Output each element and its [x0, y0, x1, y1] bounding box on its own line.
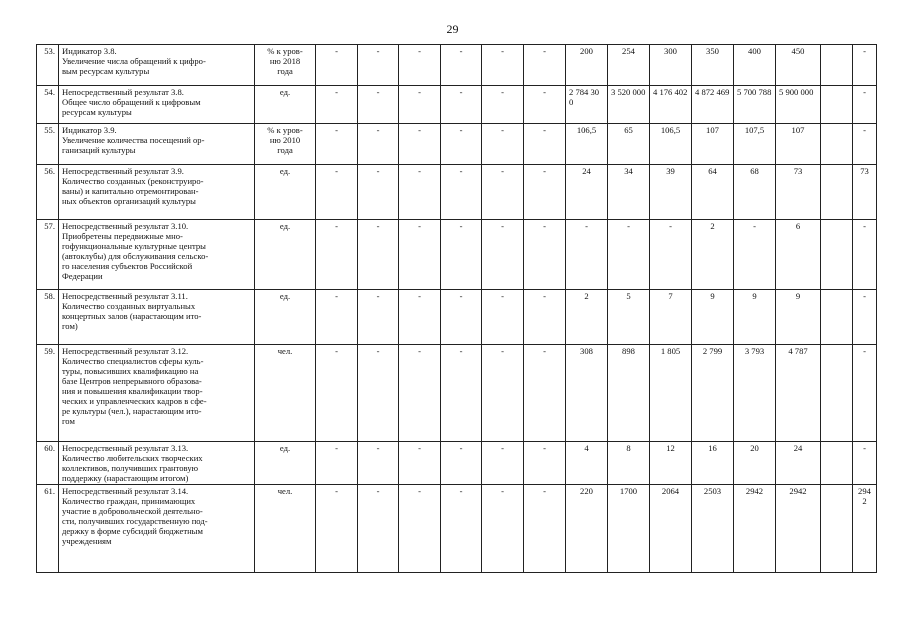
row-name-line: ваны) и капитально отремонтирован-	[62, 186, 199, 196]
row-value: 6	[776, 220, 821, 290]
row-value: -	[316, 165, 358, 220]
row-value: -	[482, 220, 524, 290]
row-value-extra	[821, 290, 853, 345]
row-name-line: туры, повысивших квалификацию на	[62, 366, 199, 376]
row-name	[59, 220, 255, 290]
row-value: -	[358, 86, 399, 124]
row-unit-line: года	[277, 145, 293, 155]
row-value: -	[482, 442, 524, 485]
row-unit	[255, 485, 316, 573]
row-value-extra	[821, 485, 853, 573]
row-name-line: Индикатор 3.8.	[62, 46, 117, 56]
row-value: 2942	[734, 485, 776, 573]
row-value: -	[316, 485, 358, 573]
row-value: 1700	[608, 485, 650, 573]
row-value: -	[524, 165, 566, 220]
row-value: 4	[566, 442, 608, 485]
row-value: 8	[608, 442, 650, 485]
row-value: -	[482, 45, 524, 86]
row-value: 2064	[650, 485, 692, 573]
table-row	[37, 442, 877, 485]
row-value-extra	[821, 45, 853, 86]
row-value: 5 700 788	[734, 86, 776, 124]
row-value: 106,5	[650, 124, 692, 165]
row-value: -	[482, 345, 524, 442]
row-value: -	[524, 220, 566, 290]
indicator-table	[36, 44, 877, 573]
row-name-line: Увеличение числа обращений к цифро-	[62, 56, 206, 66]
row-value: -	[316, 442, 358, 485]
row-value: 34	[608, 165, 650, 220]
table-row	[37, 124, 877, 165]
row-value: -	[358, 45, 399, 86]
row-value: -	[853, 220, 877, 290]
row-value: -	[441, 165, 482, 220]
row-unit	[255, 124, 316, 165]
row-value: 898	[608, 345, 650, 442]
table-row	[37, 485, 877, 573]
row-name-line: Непосредственный результат 3.13.	[62, 443, 189, 453]
row-value: -	[524, 124, 566, 165]
row-value: -	[316, 220, 358, 290]
table-row	[37, 45, 877, 86]
row-name	[59, 45, 255, 86]
row-value: -	[482, 124, 524, 165]
row-value: 200	[566, 45, 608, 86]
row-unit	[255, 220, 316, 290]
row-unit-line: чел.	[277, 346, 293, 356]
row-value: 450	[776, 45, 821, 86]
row-unit-line: года	[277, 66, 293, 76]
row-name-line: гофункциональные культурные центры	[62, 241, 206, 251]
row-unit	[255, 442, 316, 485]
row-value: -	[358, 165, 399, 220]
row-unit-line: ню 2018	[269, 56, 301, 66]
page-number: 29	[446, 22, 459, 36]
table-row	[37, 290, 877, 345]
row-value: 9	[734, 290, 776, 345]
row-value: -	[524, 290, 566, 345]
row-unit-line: чел.	[277, 486, 293, 496]
row-name	[59, 86, 255, 124]
row-value: -	[853, 345, 877, 442]
row-value: -	[853, 290, 877, 345]
row-value: 2 799	[692, 345, 734, 442]
row-name-line: го населения субъектов Российской	[62, 261, 193, 271]
row-unit-line: % к уров-	[267, 125, 303, 135]
table-row	[37, 220, 877, 290]
row-value: -	[399, 124, 441, 165]
row-value: 3 793	[734, 345, 776, 442]
row-value: 39	[650, 165, 692, 220]
row-value-extra	[821, 220, 853, 290]
row-name-line: (автоклубы) для обслуживания сельско-	[62, 251, 209, 261]
row-name-line: Федерации	[62, 271, 103, 281]
row-number: 55.	[37, 124, 59, 165]
row-value: -	[399, 485, 441, 573]
row-name-line: поддержку (нарастающим итогом)	[62, 473, 189, 483]
table-row	[37, 345, 877, 442]
row-number: 60.	[37, 442, 59, 485]
row-value: 106,5	[566, 124, 608, 165]
row-number: 59.	[37, 345, 59, 442]
row-number: 54.	[37, 86, 59, 124]
row-value: 4 872 469	[692, 86, 734, 124]
row-name-line: ческих и управленческих кадров в сфе-	[62, 396, 207, 406]
table-row	[37, 86, 877, 124]
row-value: -	[358, 442, 399, 485]
row-value: -	[441, 290, 482, 345]
row-unit-line: ед.	[279, 166, 291, 176]
row-value: -	[399, 345, 441, 442]
row-name-line: Непосредственный результат 3.10.	[62, 221, 189, 231]
row-value: -	[482, 165, 524, 220]
row-value: 65	[608, 124, 650, 165]
row-name-line: вым ресурсам культуры	[62, 66, 150, 76]
row-name-line: Количество созданных виртуальных	[62, 301, 196, 311]
row-name-line: Количество специалистов сферы куль-	[62, 356, 204, 366]
row-value: 4 787	[776, 345, 821, 442]
row-value: 1 805	[650, 345, 692, 442]
row-value: -	[524, 45, 566, 86]
row-value: -	[358, 220, 399, 290]
row-value: 9	[776, 290, 821, 345]
row-value: 400	[734, 45, 776, 86]
row-value: 107,5	[734, 124, 776, 165]
row-value: 2	[692, 220, 734, 290]
row-number: 53.	[37, 45, 59, 86]
row-value: -	[482, 290, 524, 345]
row-value: 2	[566, 290, 608, 345]
row-value: -	[316, 86, 358, 124]
row-unit	[255, 345, 316, 442]
row-value: -	[316, 45, 358, 86]
row-value: 4 176 402	[650, 86, 692, 124]
row-unit	[255, 45, 316, 86]
row-name-line: участие в добровольческой деятельно-	[62, 506, 203, 516]
row-value: -	[399, 290, 441, 345]
row-value: -	[650, 220, 692, 290]
row-value: -	[524, 442, 566, 485]
row-value: -	[441, 485, 482, 573]
row-value: 2942	[776, 485, 821, 573]
row-value: -	[399, 220, 441, 290]
row-name	[59, 165, 255, 220]
row-name-line: базе Центров непрерывного образова-	[62, 376, 202, 386]
row-value: -	[853, 45, 877, 86]
row-value: -	[441, 86, 482, 124]
row-name	[59, 485, 255, 573]
row-name-line: Количество любительских творческих	[62, 453, 203, 463]
row-value: -	[608, 220, 650, 290]
row-name	[59, 124, 255, 165]
row-value: -	[853, 124, 877, 165]
row-value-extra	[821, 442, 853, 485]
row-value: -	[358, 124, 399, 165]
row-value: -	[482, 485, 524, 573]
row-value: 24	[566, 165, 608, 220]
row-value: 9	[692, 290, 734, 345]
row-value: -	[524, 86, 566, 124]
table-row	[37, 165, 877, 220]
row-value: -	[316, 345, 358, 442]
row-value: -	[482, 86, 524, 124]
row-value: 308	[566, 345, 608, 442]
row-unit	[255, 86, 316, 124]
row-value: 107	[692, 124, 734, 165]
row-name-line: ных объектов организаций культуры	[62, 196, 196, 206]
row-value: 254	[608, 45, 650, 86]
row-value: 73	[853, 165, 877, 220]
row-name-line: гом)	[62, 321, 78, 331]
row-value: -	[358, 290, 399, 345]
row-value: -	[358, 485, 399, 573]
row-unit-line: ед.	[279, 87, 291, 97]
row-value: -	[399, 86, 441, 124]
row-name-line: Непосредственный результат 3.14.	[62, 486, 189, 496]
row-value: -	[316, 124, 358, 165]
row-value: -	[441, 345, 482, 442]
row-unit-line: ед.	[279, 291, 291, 301]
row-value: 2 784 30 0	[566, 86, 608, 124]
row-number: 56.	[37, 165, 59, 220]
row-value: 3 520 000	[608, 86, 650, 124]
row-value: -	[441, 442, 482, 485]
row-number: 58.	[37, 290, 59, 345]
row-number: 57.	[37, 220, 59, 290]
row-value-extra	[821, 165, 853, 220]
row-name-line: Непосредственный результат 3.8.	[62, 87, 184, 97]
row-value: -	[399, 165, 441, 220]
row-value-extra	[821, 345, 853, 442]
row-unit	[255, 290, 316, 345]
row-name-line: Непосредственный результат 3.11.	[62, 291, 188, 301]
row-unit	[255, 165, 316, 220]
row-name-line: ресурсам культуры	[62, 107, 132, 117]
row-value: 5	[608, 290, 650, 345]
row-number: 61.	[37, 485, 59, 573]
row-value: 350	[692, 45, 734, 86]
row-value: -	[441, 220, 482, 290]
row-value: -	[358, 345, 399, 442]
row-name-line: Количество граждан, принимающих	[62, 496, 196, 506]
row-name-line: ганизаций культуры	[62, 145, 136, 155]
row-name-line: учреждениям	[62, 536, 112, 546]
row-name-line: Непосредственный результат 3.9.	[62, 166, 184, 176]
row-value: 5 900 000	[776, 86, 821, 124]
row-unit-line: ед.	[279, 221, 291, 231]
row-unit-line: ню 2010	[269, 135, 301, 145]
row-value: -	[524, 345, 566, 442]
row-name-line: держку в форме субсидий бюджетным	[62, 526, 203, 536]
row-value: 12	[650, 442, 692, 485]
row-name-line: Приобретены передвижные мно-	[62, 231, 183, 241]
row-value: -	[399, 45, 441, 86]
row-unit-line: ед.	[279, 443, 291, 453]
row-name-line: Индикатор 3.9.	[62, 125, 117, 135]
row-value: -	[441, 45, 482, 86]
row-value-extra	[821, 124, 853, 165]
row-value: 2942	[853, 485, 877, 573]
row-value: 107	[776, 124, 821, 165]
row-value: -	[853, 442, 877, 485]
row-unit-line: % к уров-	[267, 46, 303, 56]
row-name-line: ре культуры (чел.), нарастающим ито-	[62, 406, 202, 416]
row-value: -	[399, 442, 441, 485]
row-value: 220	[566, 485, 608, 573]
row-value: 300	[650, 45, 692, 86]
row-value: -	[566, 220, 608, 290]
row-value: 24	[776, 442, 821, 485]
row-name-line: сти, получивших государственную под-	[62, 516, 208, 526]
row-value-extra	[821, 86, 853, 124]
row-name-line: ния и повышения квалификации твор-	[62, 386, 203, 396]
row-name	[59, 345, 255, 442]
row-name-line: Непосредственный результат 3.12.	[62, 346, 189, 356]
row-name-line: Общее число обращений к цифровым	[62, 97, 201, 107]
row-name-line: Увеличение количества посещений ор-	[62, 135, 205, 145]
row-value: 7	[650, 290, 692, 345]
row-value: 2503	[692, 485, 734, 573]
row-name-line: концертных залов (нарастающим ито-	[62, 311, 202, 321]
row-value: 16	[692, 442, 734, 485]
row-value: -	[524, 485, 566, 573]
row-value: -	[853, 86, 877, 124]
row-value: 68	[734, 165, 776, 220]
row-name-line: Количество созданных (реконструиро-	[62, 176, 204, 186]
row-value: 20	[734, 442, 776, 485]
row-value: 64	[692, 165, 734, 220]
row-name	[59, 442, 255, 485]
row-value: 73	[776, 165, 821, 220]
row-value: -	[441, 124, 482, 165]
row-name	[59, 290, 255, 345]
row-value: -	[316, 290, 358, 345]
row-name-line: гом	[62, 416, 75, 426]
row-value: -	[734, 220, 776, 290]
row-name-line: коллективов, получивших грантовую	[62, 463, 199, 473]
